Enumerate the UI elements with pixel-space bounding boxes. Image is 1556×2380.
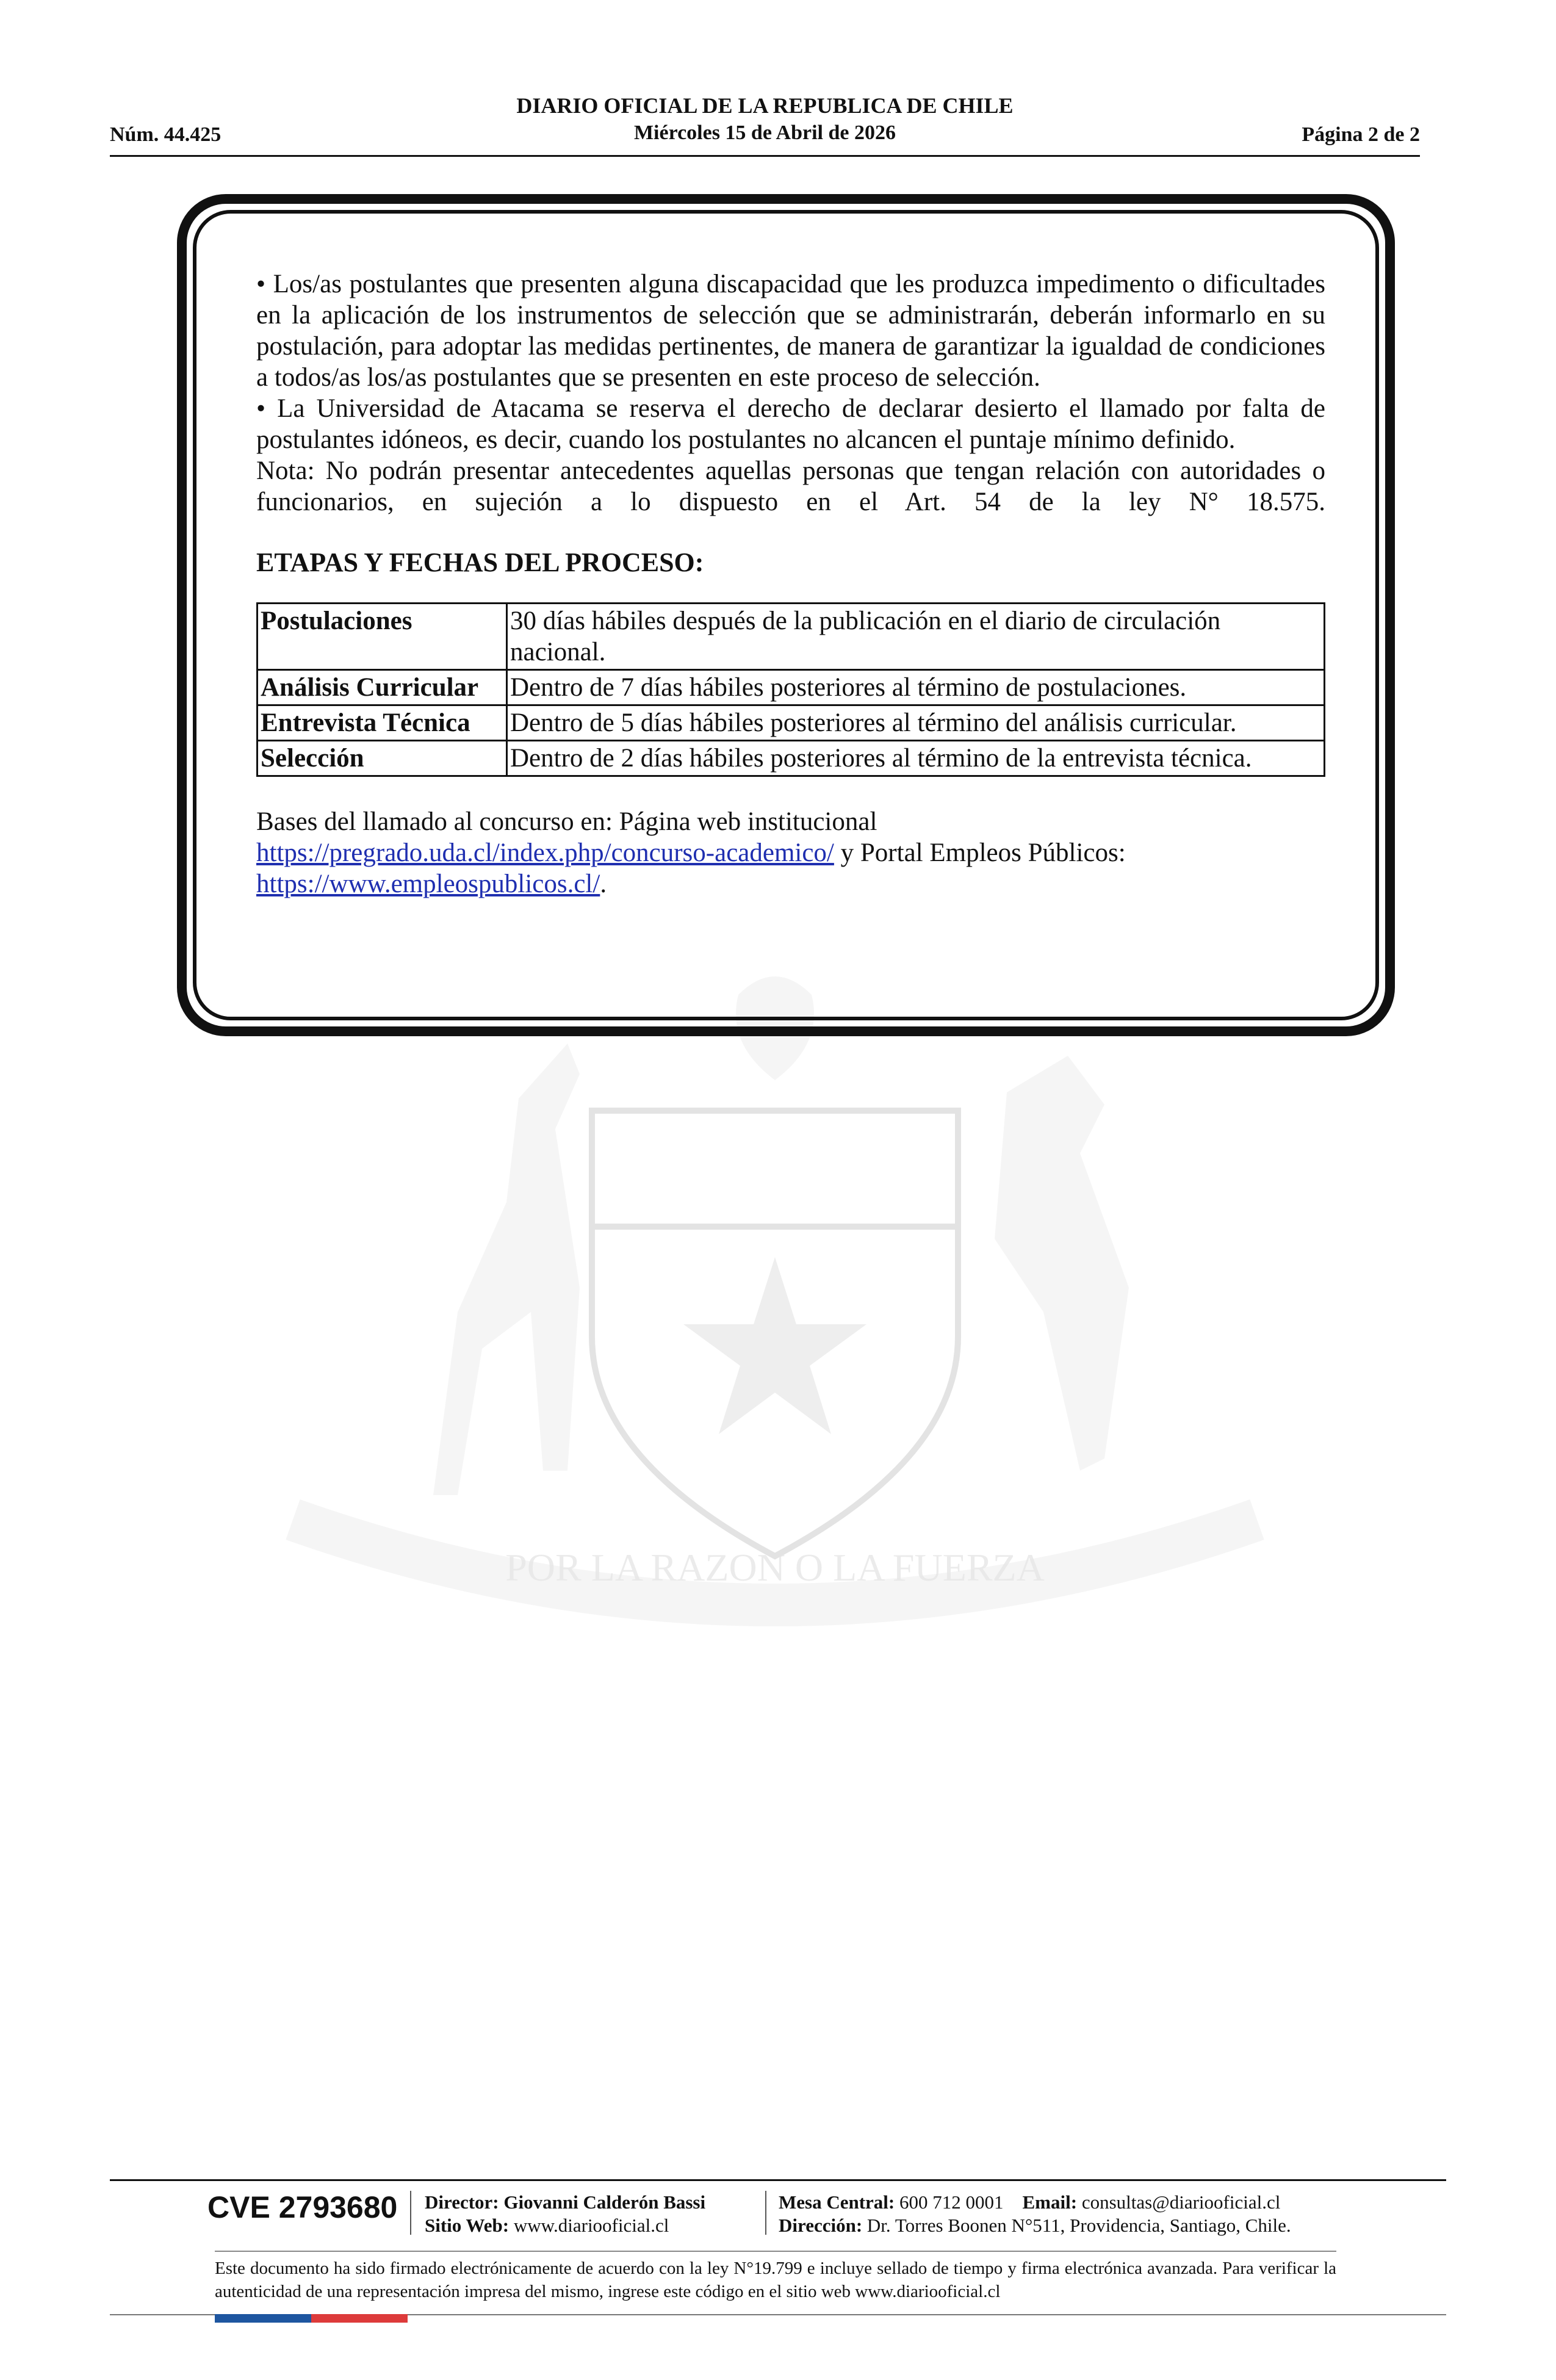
issue-date: Miércoles 15 de Abril de 2026	[633, 121, 896, 144]
sitio-label: Sitio Web:	[425, 2215, 510, 2236]
stage-detail: Dentro de 2 días hábiles posteriores al término de la entrevista técnica.	[507, 741, 1325, 776]
stage-name: Selección	[258, 741, 507, 776]
masthead	[110, 92, 1420, 146]
stages-table	[256, 602, 1325, 777]
footer-separator	[765, 2191, 766, 2235]
bases-middle: y Portal Empleos Públicos:	[834, 838, 1126, 867]
stage-detail: 30 días hábiles después de la publicación en el diario de circulación nacional.	[507, 604, 1325, 670]
stage-name: Entrevista Técnica	[258, 705, 507, 741]
motto-text: POR LA RAZON O LA FUERZA	[505, 1546, 1045, 1589]
condor-icon	[995, 1056, 1129, 1471]
director-name: Giovanni Calderón Bassi	[503, 2191, 706, 2213]
stage-detail: Dentro de 5 días hábiles posteriores al término del análisis curricular.	[507, 705, 1325, 741]
footer-contact-block	[779, 2191, 1291, 2237]
footer-thin-divider	[215, 2251, 1336, 2252]
footer-separator	[410, 2191, 411, 2235]
mesa-central: 600 712 0001	[899, 2191, 1004, 2213]
mesa-label: Mesa Central:	[779, 2191, 895, 2213]
page-header	[110, 92, 1420, 159]
uda-link[interactable]: https://pregrado.uda.cl/index.php/concurso-academico/	[256, 838, 834, 867]
bases-paragraph	[256, 806, 1325, 900]
empleos-publicos-link[interactable]: https://www.empleospublicos.cl/	[256, 870, 600, 898]
cve-code: CVE 2793680	[207, 2190, 398, 2224]
coat-of-arms-watermark	[201, 970, 1349, 1672]
bases-prefix: Bases del llamado al concurso en: Página web institucional	[256, 807, 877, 836]
table-row	[258, 604, 1325, 670]
table-row	[258, 670, 1325, 705]
paragraph-discapacidad: • Los/as postulantes que presenten alguna discapacidad que les produzca impedimento o dificultades en la aplicación de los instrumentos de selección que se administrarán, deberán informarlo en su postulación, para adoptar las medidas pertinentes, de manera de garantizar la igualdad de condiciones a todos/as los/as postulantes que se presenten en este proceso de selección.	[256, 270, 1325, 392]
issue-number: Núm. 44.425	[110, 123, 222, 146]
star-icon	[683, 1257, 866, 1434]
director-label: Director:	[425, 2191, 499, 2213]
signature-note: Este documento ha sido firmado electrónicamente de acuerdo con la ley N°19.799 e incluye sellado de tiempo y firma electrónica avanzada. Para verificar la autenticidad de una representación impresa del mismo, ingrese este código en el sitio web www.diariooficial.cl	[215, 2259, 1336, 2301]
page-number: Página 2 de 2	[1302, 123, 1420, 146]
paragraph-desierto: • La Universidad de Atacama se reserva el derecho de declarar desierto el llamado por falta de postulantes idóneos, es decir, cuando los postulantes no alcancen el puntaje mínimo definido.	[256, 394, 1325, 454]
table-row	[258, 741, 1325, 776]
stage-name: Análisis Curricular	[258, 670, 507, 705]
email-label: Email:	[1022, 2191, 1078, 2213]
footer-divider	[110, 2179, 1446, 2181]
table-row	[258, 705, 1325, 741]
email: consultas@diariooficial.cl	[1081, 2191, 1281, 2213]
paragraph-nota: Nota: No podrán presentar antecedentes aquellas personas que tengan relación con autoridades o funcionarios, en sujeción a lo dispuesto en el Art. 54 de la ley N° 18.575.	[256, 456, 1325, 516]
sitio-web: www.diariooficial.cl	[513, 2215, 669, 2236]
notice-content	[256, 269, 1325, 900]
stage-name: Postulaciones	[258, 604, 507, 670]
header-divider	[110, 155, 1420, 157]
direccion: Dr. Torres Boonen N°511, Providencia, Santiago, Chile.	[866, 2215, 1291, 2236]
bases-suffix: .	[600, 870, 607, 898]
huemul-icon	[433, 1044, 580, 1495]
flag-stripe-red	[311, 2314, 408, 2323]
newspaper-title: DIARIO OFICIAL DE LA REPUBLICA DE CHILE	[516, 93, 1014, 118]
flag-stripe-blue	[215, 2314, 311, 2323]
footer-director-block	[425, 2191, 705, 2237]
direccion-label: Dirección:	[779, 2215, 863, 2236]
stage-detail: Dentro de 7 días hábiles posteriores al término de postulaciones.	[507, 670, 1325, 705]
section-heading: ETAPAS Y FECHAS DEL PROCESO:	[256, 547, 704, 577]
